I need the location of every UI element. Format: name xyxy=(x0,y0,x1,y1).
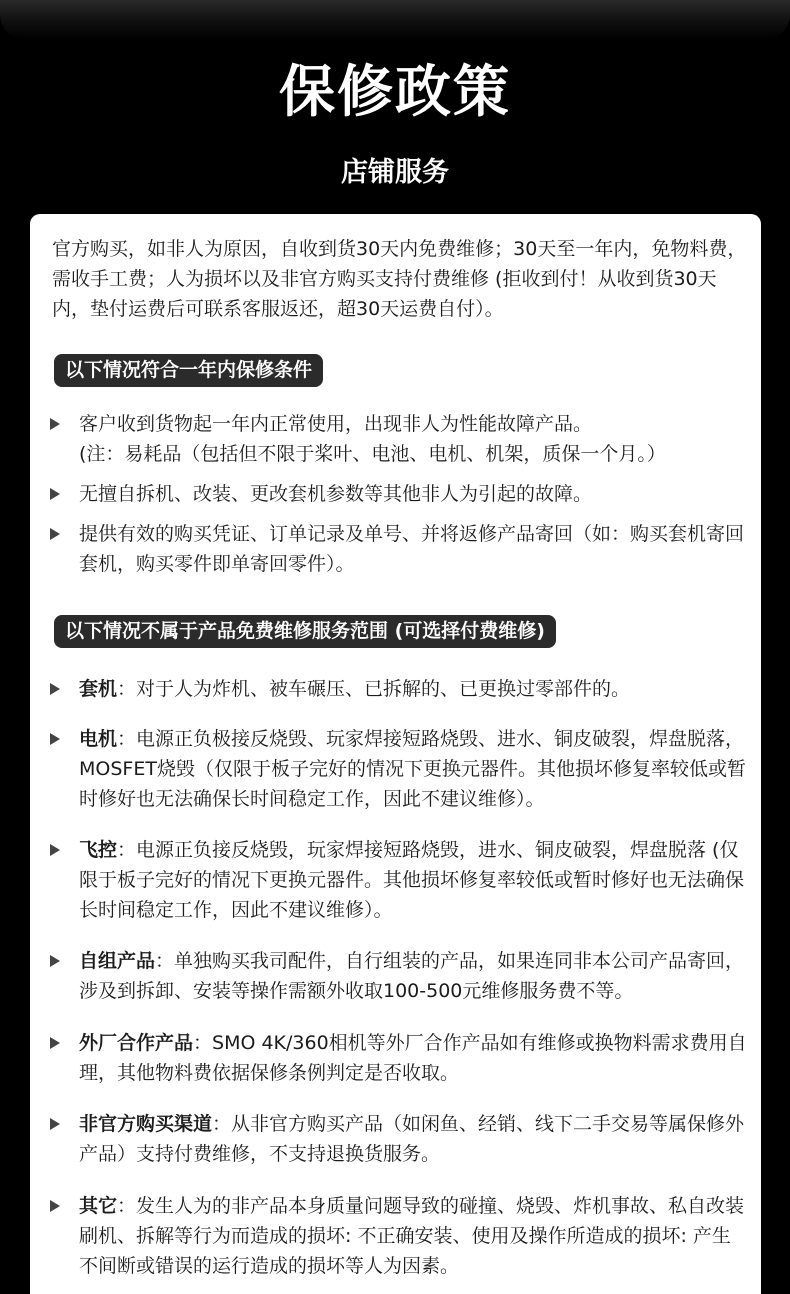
intro-paragraph: 官方购买，如非人为原因，自收到货30天内免费维修；30天至一年内，免物料费，需收手工费；人为损坏以及非官方购买支持付费维修 (拒收到付！从收到货30天内，垫付运费后可联系客服返还，超30天运费自付）。 xyxy=(52,238,747,320)
list-item-text: 客户收到货物起一年内正常使用，出现非人为性能故障产品。 xyxy=(79,413,593,435)
section2-heading: 以下情况不属于产品免费维修服务范围 (可选择付费维修) xyxy=(54,615,556,648)
triangle-bullet-icon xyxy=(50,488,60,500)
item-text: ：发生人为的非产品本身质量问题导致的碰撞、烧毁、炸机事故、私自改装刷机、拆解等行为而造成的损坏: 不正确安装、使用及操作所造成的损坏: 产生不间断或错误的运行造成的损坏等人为因素。 xyxy=(79,1195,745,1277)
triangle-bullet-icon xyxy=(50,1037,60,1049)
item-text: ：单独购买我司配件，自行组装的产品，如果连同非本公司产品寄回，涉及到拆卸、安装等操作需额外收取100-500元维修服务费不等。 xyxy=(79,950,745,1002)
page-subtitle: 店铺服务 xyxy=(341,157,449,188)
triangle-bullet-icon xyxy=(50,683,60,695)
item-text: ：从非官方购买产品（如闲鱼、经销、线下二手交易等属保修外产品）支持付费维修，不支持退换货服务。 xyxy=(79,1113,745,1165)
top-decoration xyxy=(0,0,790,40)
item-label: 外厂合作产品 xyxy=(79,1032,194,1054)
item-text: ：SMO 4K/360相机等外厂合作产品如有维修或换物料需求费用自理，其他物料费依据保修条例判定是否收取。 xyxy=(79,1032,747,1084)
triangle-bullet-icon xyxy=(50,1118,60,1130)
triangle-bullet-icon xyxy=(50,528,60,540)
item-text: ：电源正负接反烧毁，玩家焊接短路烧毁，进水、铜皮破裂，焊盘脱落 (仅限于板子完好的情况下更换元器件。其他损坏修复率较低或暂时修好也无法确保长时间稳定工作，因此不建议维修）。 xyxy=(79,839,745,921)
item-text: ：对于人为炸机、被车碾压、已拆解的、已更换过零部件的。 xyxy=(117,678,631,700)
item-label: 自组产品 xyxy=(79,950,156,972)
list-item-text: 无擅自拆机、改装、更改套机参数等其他非人为引起的故障。 xyxy=(79,483,593,505)
triangle-bullet-icon xyxy=(50,1200,60,1212)
list-item-note: (注：易耗品（包括但不限于桨叶、电池、电机、机架，质保一个月。） xyxy=(79,443,666,465)
triangle-bullet-icon xyxy=(50,955,60,967)
item-label: 套机 xyxy=(79,678,118,700)
triangle-bullet-icon xyxy=(50,844,60,856)
section1-heading: 以下情况符合一年内保修条件 xyxy=(54,354,323,387)
item-label: 其它 xyxy=(79,1195,118,1217)
item-label: 电机 xyxy=(79,728,118,750)
list-item-text: 提供有效的购买凭证、订单记录及单号、并将返修产品寄回（如：购买套机寄回套机，购买零件即单寄回零件）。 xyxy=(79,523,745,575)
triangle-bullet-icon xyxy=(50,418,60,430)
item-label: 飞控 xyxy=(79,839,118,861)
triangle-bullet-icon xyxy=(50,733,60,745)
page-title: 保修政策 xyxy=(279,60,511,125)
item-label: 非官方购买渠道 xyxy=(79,1113,213,1135)
policy-card xyxy=(30,214,761,1294)
item-text: ：电源正负极接反烧毁、玩家焊接短路烧毁、进水、铜皮破裂，焊盘脱落，MOSFET烧毁（仅限于板子完好的情况下更换元器件。其他损坏修复率较低或暂时修好也无法确保长时间稳定工作，因此不建议维修）。 xyxy=(79,728,746,810)
